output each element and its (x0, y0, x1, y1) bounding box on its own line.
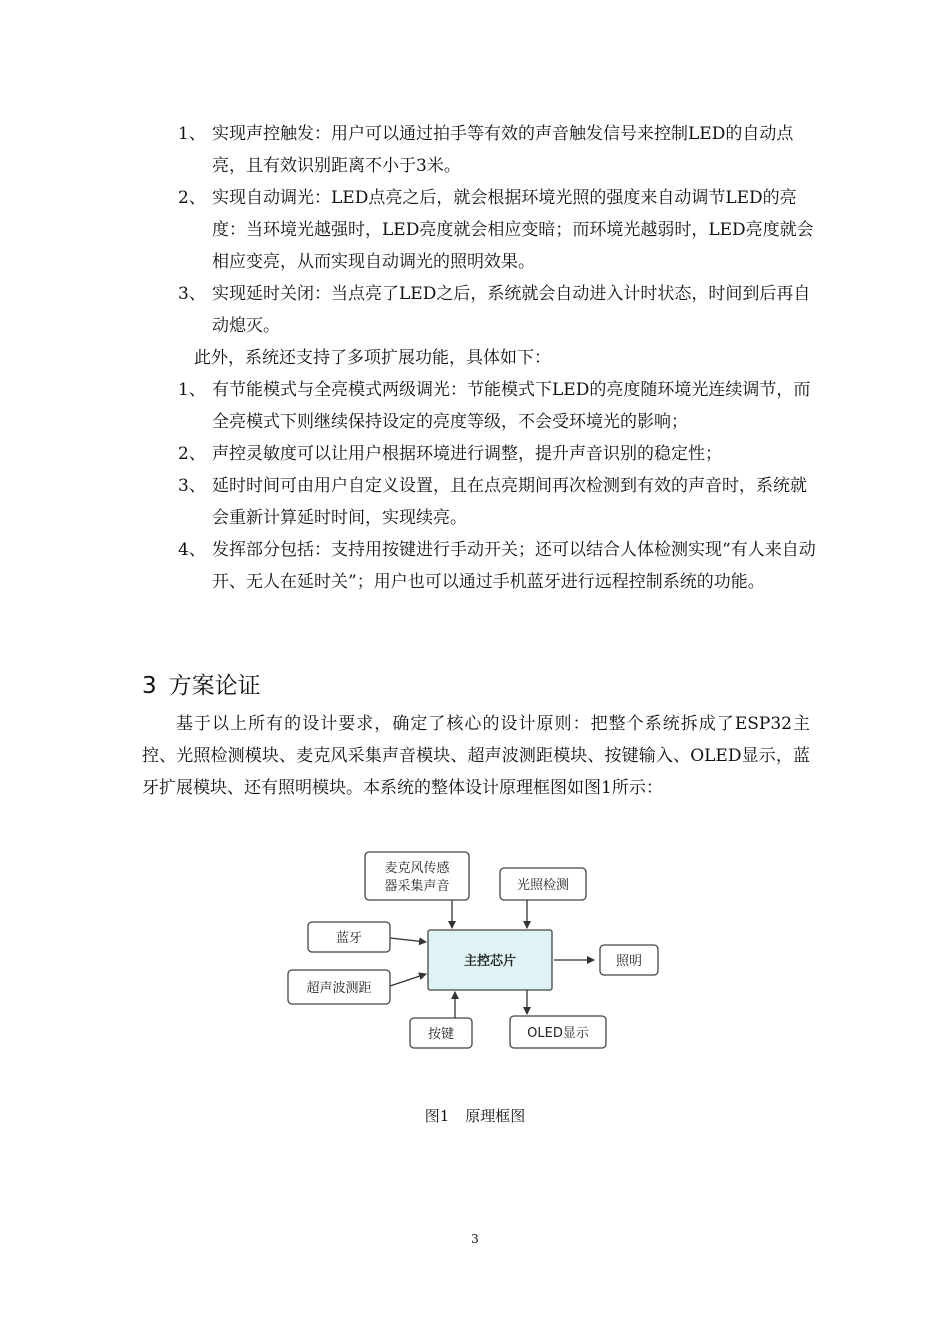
intro-text: 此外，系统还支持了多项扩展功能，具体如下： (194, 348, 551, 368)
oled-label: OLED显示 (527, 1026, 589, 1041)
list-text: 延时时间可由用户自定义设置，且在点亮期间再次检测到有效的声音时，系统就会重新计算延时时间，实现续亮。 (212, 476, 807, 528)
light-label: 光照检测 (516, 878, 570, 893)
bluetooth-label: 蓝牙 (335, 931, 363, 946)
list-item (178, 438, 818, 470)
arrow-bluetooth-to-main (390, 938, 426, 942)
list-text: 实现延时关闭：当点亮了LED之后，系统就会自动进入计时状态，时间到后再自动熄灭。 (212, 284, 811, 336)
figure-title: 原理框图 (465, 1107, 526, 1125)
list-number: 3、 (178, 476, 206, 496)
button-label: 按键 (427, 1027, 455, 1042)
list-text: 实现自动调光：LED点亮之后，就会根据环境光照的强度来自动调节LED的亮度：当环境光越强时，LED亮度就会相应变暗；而环境光越弱时，LED亮度就会相应变亮，从而实现自动调光的照明效果。 (212, 188, 814, 272)
arrow-ultrasonic-to-main (390, 974, 426, 986)
ultrasonic-label: 超声波测距 (306, 981, 372, 996)
list-number: 4、 (178, 540, 206, 560)
figure-caption (0, 1104, 950, 1128)
list-text: 有节能模式与全亮模式两级调光：节能模式下LED的亮度随环境光连续调节，而全亮模式下则继续保持设定的亮度等级，不会受环境光的影响； (212, 380, 811, 432)
mic-label-line1: 麦克风传感 (384, 861, 450, 876)
list-item (178, 534, 818, 598)
section-number: 3 (142, 673, 157, 699)
list-number: 2、 (178, 188, 206, 208)
section-title: 方案论证 (168, 673, 261, 699)
section-heading (142, 668, 261, 704)
list-number: 2、 (178, 444, 206, 464)
list-number: 3、 (178, 284, 206, 304)
list-item (178, 278, 818, 342)
body-paragraph: 基于以上所有的设计要求，确定了核心的设计原则：把整个系统拆成了ESP32主控、光照检测模块、麦克风采集声音模块、超声波测距模块、按键输入、OLED显示，蓝牙扩展模块、还有照明模块。本系统的整体设计原理框图如图1所示： (142, 714, 810, 798)
page-number: 3 (471, 1232, 479, 1246)
list-number: 1、 (178, 124, 206, 144)
list-text: 实现声控触发：用户可以通过拍手等有效的声音触发信号来控制LED的自动点亮，且有效识别距离不小于3米。 (212, 124, 794, 176)
figure-number: 图1 (424, 1107, 450, 1125)
list-item (178, 374, 818, 438)
main-chip-label: 主控芯片 (463, 954, 517, 969)
list-item (178, 182, 818, 278)
mic-label-line2: 器采集声音 (384, 879, 450, 894)
list-number: 1、 (178, 380, 206, 400)
list-item (178, 470, 818, 534)
block-diagram (270, 850, 670, 1060)
list-text: 发挥部分包括：支持用按键进行手动开关；还可以结合人体检测实现“有人来自动开、无人在延时关”；用户也可以通过手机蓝牙进行远程控制系统的功能。 (212, 540, 816, 592)
lighting-label: 照明 (615, 954, 643, 969)
list-item (178, 118, 818, 182)
list-text: 声控灵敏度可以让用户根据环境进行调整，提升声音识别的稳定性； (212, 444, 722, 464)
